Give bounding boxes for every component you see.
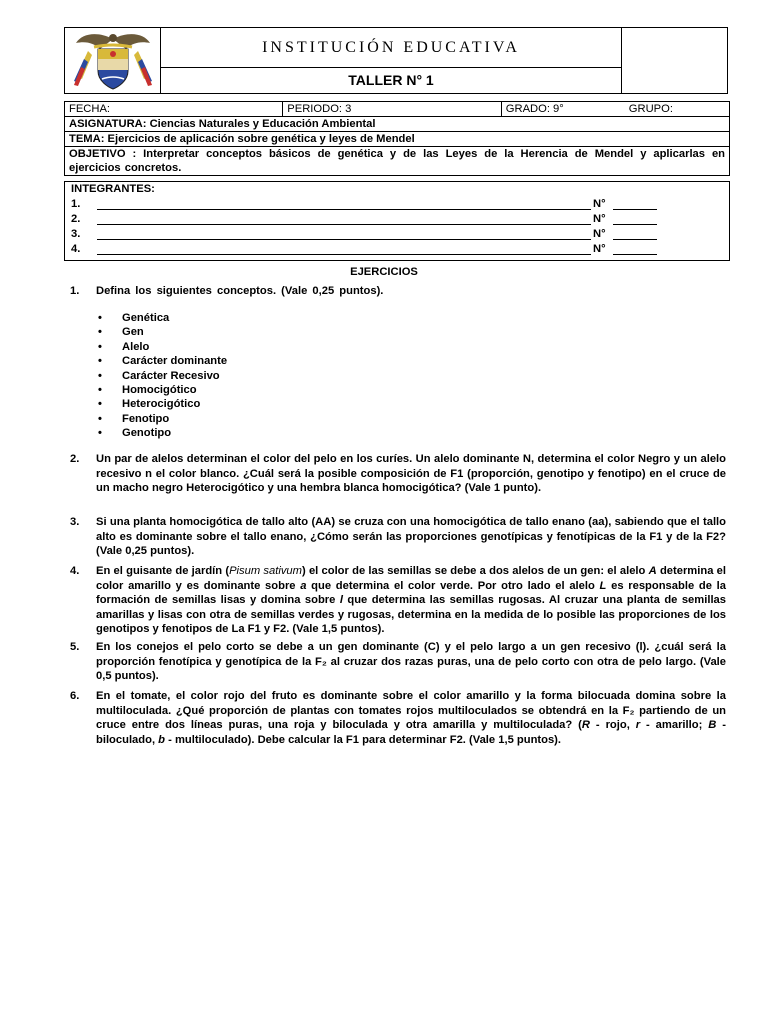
exercise-2	[70, 452, 726, 512]
concept-item: • Alelo	[98, 340, 227, 354]
tema-field: TEMA: Ejercicios de aplicación sobre genética y leyes de Mendel	[65, 132, 730, 147]
integrante-name-blank[interactable]	[97, 209, 591, 210]
exercise-text: En el tomate, el color rojo del fruto es dominante sobre el color amarillo y la forma bilocuada domina sobre la multiloculada. ¿Qué proporción de plantas con tomates rojos multiloculados se obtendrá en la F₂ partiendo de un cruce entre dos líneas puras, una roja y biloculada y otra amarilla y multiloculada? (R - rojo, r - amarillo; B - biloculado, b - multiloculado). Debe calcular la F1 para determinar F2. (Vale 1,5 puntos).	[96, 690, 726, 746]
integrante-row[interactable]	[71, 198, 723, 212]
exercise-text: Defina los siguientes conceptos. (Vale 0,25 puntos).	[96, 285, 384, 297]
integrantes-box	[64, 181, 730, 261]
document-header	[64, 27, 728, 94]
objetivo-field: OBJETIVO : Interpretar conceptos básicos de genética y de las Leyes de la Herencia de Mendel y aplicarlas en ejercicios concretos.	[65, 147, 730, 176]
integrante-no-label: N°	[593, 198, 606, 210]
integrante-no-blank[interactable]	[613, 239, 657, 240]
exercise-1	[70, 284, 726, 300]
exercise-number: 5.	[70, 641, 80, 653]
integrante-no-blank[interactable]	[613, 209, 657, 210]
integrante-name-blank[interactable]	[97, 224, 591, 225]
exercise-3	[70, 515, 726, 561]
integrante-name-blank[interactable]	[97, 254, 591, 255]
info-table	[64, 101, 730, 176]
exercise-number: 2.	[70, 453, 80, 465]
concept-item: • Gen	[98, 325, 227, 339]
grado-field: GRADO: 9°	[505, 103, 564, 115]
integrante-no-blank[interactable]	[613, 224, 657, 225]
fecha-field: FECHA:	[65, 102, 283, 117]
integrante-number: 4.	[71, 243, 81, 255]
info-row-fecha	[65, 102, 730, 117]
institution-name: INSTITUCIÓN EDUCATIVA	[161, 28, 621, 68]
exercise-text: En el guisante de jardín (Pisum sativum) el color de las semillas se debe a dos alelos de un gen: el alelo A determina el color amarillo y es dominante sobre a que determina el color verde. Por otro lado el alelo L es responsable de la formación de semillas lisas y domina sobre l que determina las semillas rugosas. Al cruzar una planta de semillas amarillas y lisas con otra de semillas verdes y rugosas, determina en la medida de lo posible las proporciones de los genotipos y fenotipos de La F1 y F2. (Vale 1,5 puntos).	[96, 565, 726, 636]
exercise-text: Si una planta homocigótica de tallo alto (AA) se cruza con una homocigótica de tallo enano (aa), sabiendo que el tallo alto es dominante sobre el tallo enano, ¿Cómo serán las proporciones genotípicas y fenotípicas de la F1 y de la F2? (Vale 0,25 puntos).	[96, 516, 726, 558]
exercise-number: 6.	[70, 690, 80, 702]
exercise-number: 4.	[70, 565, 80, 577]
concept-item: • Heterocigótico	[98, 397, 227, 411]
exercises-title: EJERCICIOS	[350, 266, 418, 278]
concept-item: • Carácter Recesivo	[98, 369, 227, 383]
asignatura-field: ASIGNATURA: Ciencias Naturales y Educación Ambiental	[65, 117, 730, 132]
exercise-6	[70, 689, 726, 763]
integrante-number: 1.	[71, 198, 81, 210]
exercise-text: En los conejos el pelo corto se debe a un gen dominante (C) y el pelo largo a un gen recesivo (l). ¿cuál será la proporción fenotípica y genotípica de la F₂ al cruzar dos razas puras, una de pelo corto con otra de pelo largo. (Vale 0,5 puntos).	[96, 641, 726, 683]
grupo-field: GRUPO:	[628, 103, 673, 115]
logo-cell	[65, 28, 161, 93]
exercise-text: Un par de alelos determinan el color del pelo en los curíes. Un alelo dominante N, determina el color Negro y un alelo recesivo n el color blanco. ¿Cuál será la posible composición de F1 (proporción, genotipo y fenotipo) en el cruce de un macho negro Heterocigótico y una hembra blanca homocigótica? (Vale 1 punto).	[96, 453, 726, 495]
header-right-cell	[621, 28, 727, 93]
concept-item: • Fenotipo	[98, 412, 227, 426]
exercise-4	[70, 564, 726, 638]
integrante-name-blank[interactable]	[97, 239, 591, 240]
concept-item: • Homocigótico	[98, 383, 227, 397]
integrante-number: 3.	[71, 228, 81, 240]
periodo-field: PERIODO: 3	[283, 102, 502, 117]
concept-item: • Genotipo	[98, 426, 227, 440]
exercise-number: 1.	[70, 285, 80, 297]
integrante-no-label: N°	[593, 243, 606, 255]
workshop-title: TALLER N° 1	[348, 72, 434, 88]
exercise-5	[70, 640, 726, 686]
exercise-number: 3.	[70, 516, 80, 528]
integrante-no-label: N°	[593, 228, 606, 240]
integrante-row[interactable]	[71, 228, 723, 242]
integrante-row[interactable]	[71, 243, 723, 257]
concept-list	[98, 311, 227, 441]
integrante-number: 2.	[71, 213, 81, 225]
concept-item: • Genética	[98, 311, 227, 325]
integrante-no-blank[interactable]	[613, 254, 657, 255]
integrante-row[interactable]	[71, 213, 723, 227]
concept-item: • Carácter dominante	[98, 354, 227, 368]
grado-grupo-cell	[501, 102, 729, 117]
colombia-coat-of-arms-icon	[68, 29, 158, 93]
integrante-no-label: N°	[593, 213, 606, 225]
integrantes-label: INTEGRANTES:	[71, 183, 155, 195]
